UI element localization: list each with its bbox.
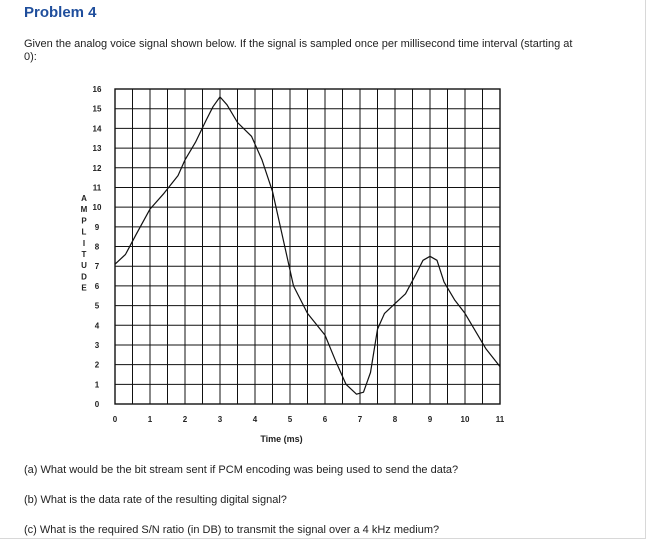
y-axis-title-letter: U bbox=[81, 261, 87, 271]
y-tick-label: 2 bbox=[94, 360, 100, 370]
x-tick-label: 6 bbox=[322, 415, 328, 424]
x-axis-title: Time (ms) bbox=[260, 434, 303, 444]
y-tick-label: 14 bbox=[92, 124, 102, 134]
question-a: (a) What would be the bit stream sent if PCM encoding was being used to send the data? bbox=[24, 464, 459, 476]
y-tick-label: 11 bbox=[92, 183, 102, 193]
y-axis-title-letter: D bbox=[81, 272, 87, 282]
y-tick-label: 7 bbox=[94, 262, 100, 272]
y-tick-label: 6 bbox=[94, 281, 100, 291]
y-tick-label: 5 bbox=[94, 301, 100, 311]
x-tick-label: 3 bbox=[217, 415, 223, 424]
y-tick-label: 8 bbox=[94, 242, 100, 252]
x-tick-label: 5 bbox=[287, 415, 293, 424]
x-tick-label: 2 bbox=[182, 415, 188, 424]
chart-grid bbox=[115, 89, 500, 404]
y-axis-title bbox=[81, 194, 88, 293]
y-tick-label: 4 bbox=[94, 321, 100, 331]
y-axis-title-letter: E bbox=[81, 283, 87, 293]
y-tick-label: 16 bbox=[92, 85, 102, 94]
y-tick-label: 3 bbox=[94, 340, 100, 350]
x-tick-label: 10 bbox=[460, 415, 470, 424]
y-axis-title-letter: P bbox=[81, 216, 87, 226]
x-tick-label: 9 bbox=[427, 415, 433, 424]
x-tick-label: 0 bbox=[112, 415, 118, 424]
y-tick-label: 12 bbox=[92, 163, 102, 173]
x-tick-label: 7 bbox=[357, 415, 363, 424]
x-tick-label: 4 bbox=[252, 415, 258, 424]
plot-area bbox=[115, 89, 500, 404]
y-tick-label: 0 bbox=[94, 400, 100, 409]
y-axis-title-letter: A bbox=[81, 194, 87, 203]
y-axis-title-letter: L bbox=[81, 227, 87, 237]
problem-title: Problem 4 bbox=[24, 4, 97, 21]
x-tick-label: 11 bbox=[495, 415, 505, 424]
y-tick-label: 15 bbox=[92, 104, 102, 114]
x-tick-label: 1 bbox=[147, 415, 153, 424]
y-tick-label: 1 bbox=[94, 380, 100, 390]
problem-intro: Given the analog voice signal shown below. If the signal is sampled once per millisecond time interval (starting at 0): bbox=[24, 38, 573, 63]
signal-curve bbox=[115, 97, 500, 394]
x-tick-labels bbox=[113, 415, 505, 424]
question-b: (b) What is the data rate of the resulting digital signal? bbox=[24, 494, 287, 506]
y-axis-title-letter: T bbox=[81, 250, 87, 259]
x-tick-label: 8 bbox=[392, 415, 398, 424]
y-tick-label: 10 bbox=[92, 203, 102, 213]
y-tick-label: 13 bbox=[92, 144, 102, 154]
y-axis-title-letter: I bbox=[82, 238, 86, 248]
y-axis-title-letter: M bbox=[80, 205, 88, 215]
y-tick-labels bbox=[93, 85, 102, 409]
y-tick-label: 9 bbox=[94, 222, 100, 232]
question-c: (c) What is the required S/N ratio (in DB) to transmit the signal over a 4 kHz medium? bbox=[24, 524, 440, 536]
